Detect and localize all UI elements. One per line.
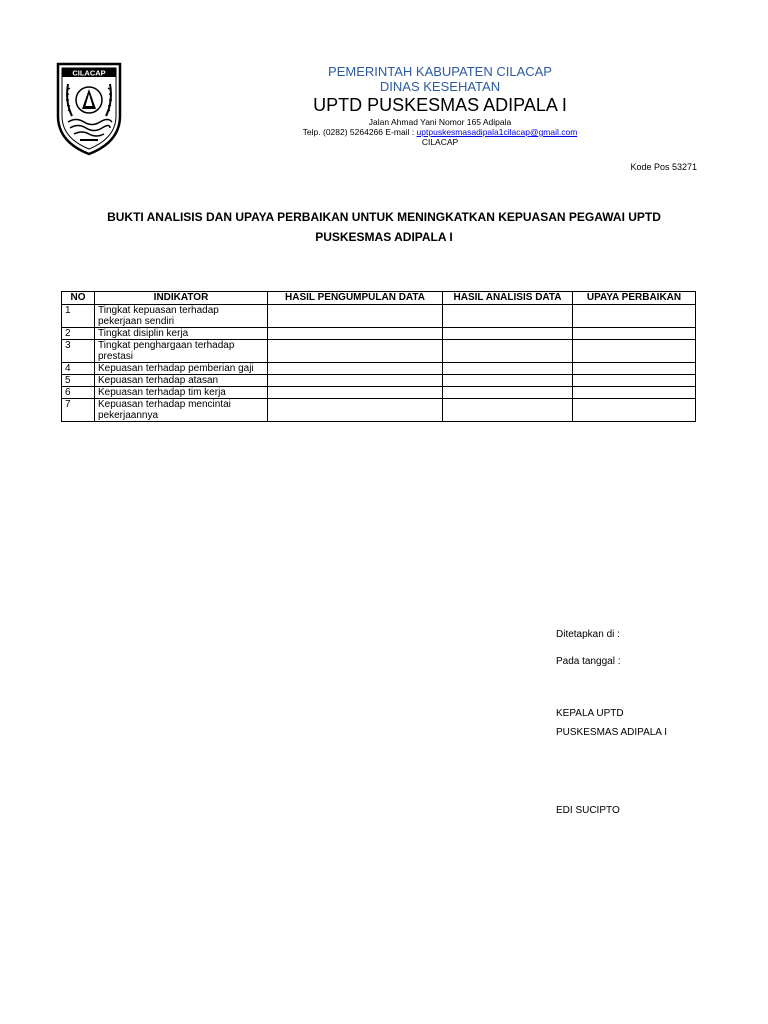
row-cell-empty [573, 399, 696, 422]
table-row [62, 399, 696, 422]
title-line-2: PUSKESMAS ADIPALA I [315, 230, 453, 244]
cilacap-emblem-logo [56, 62, 122, 156]
table-row [62, 363, 696, 375]
header-no: NO [62, 292, 95, 305]
row-indikator: Tingkat disiplin kerja [95, 328, 268, 340]
row-cell-empty [443, 340, 573, 363]
date-label: Pada tanggal : [556, 656, 621, 667]
row-indikator: Kepuasan terhadap mencintai pekerjaannya [95, 399, 268, 422]
institution-name: UPTD PUSKESMAS ADIPALA I [313, 95, 567, 115]
place-label: Ditetapkan di : [556, 629, 620, 640]
institution-city: CILACAP [421, 137, 459, 147]
row-cell-empty [573, 387, 696, 399]
phone-text: Telp. (0282) 5264266 E-mail : [302, 127, 417, 137]
table-row [62, 375, 696, 387]
header-upaya-perbaikan: UPAYA PERBAIKAN [573, 292, 696, 305]
government-name: PEMERINTAH KABUPATEN CILACAP [328, 64, 552, 79]
row-indikator: Tingkat kepuasan terhadap pekerjaan sendiri [95, 305, 268, 328]
position-line-1: KEPALA UPTD [556, 708, 624, 719]
row-cell-empty [573, 328, 696, 340]
table-row [62, 305, 696, 328]
row-indikator: Kepuasan terhadap atasan [95, 375, 268, 387]
signatory-name: EDI SUCIPTO [556, 805, 620, 816]
row-cell-empty [443, 305, 573, 328]
institution-address: Jalan Ahmad Yani Nomor 165 Adipala [368, 117, 512, 127]
row-cell-empty [443, 375, 573, 387]
table-header-row [62, 292, 696, 305]
row-cell-empty [268, 399, 443, 422]
department-name: DINAS KESEHATAN [379, 79, 501, 94]
row-no: 2 [62, 328, 95, 340]
row-no: 6 [62, 387, 95, 399]
row-cell-empty [573, 305, 696, 328]
table-row [62, 387, 696, 399]
document-title [60, 207, 708, 247]
row-cell-empty [268, 387, 443, 399]
row-cell-empty [268, 363, 443, 375]
row-cell-empty [443, 363, 573, 375]
row-cell-empty [573, 363, 696, 375]
row-cell-empty [573, 340, 696, 363]
table-row [62, 328, 696, 340]
row-no: 7 [62, 399, 95, 422]
row-no: 4 [62, 363, 95, 375]
row-indikator: Kepuasan terhadap pemberian gaji [95, 363, 268, 375]
header-indikator: INDIKATOR [95, 292, 268, 305]
row-no: 3 [62, 340, 95, 363]
row-no: 1 [62, 305, 95, 328]
email-link[interactable]: uptpuskesmasadipala1cilacap@gmail.com [416, 127, 578, 137]
contact-line [240, 127, 640, 137]
header-hasil-analisis: HASIL ANALISIS DATA [443, 292, 573, 305]
row-cell-empty [443, 328, 573, 340]
row-cell-empty [268, 305, 443, 328]
title-line-1: BUKTI ANALISIS DAN UPAYA PERBAIKAN UNTUK MENINGKATKAN KEPUASAN PEGAWAI UPTD [107, 210, 661, 224]
header-hasil-pengumpulan: HASIL PENGUMPULAN DATA [268, 292, 443, 305]
row-cell-empty [443, 399, 573, 422]
row-cell-empty [268, 328, 443, 340]
satisfaction-table [61, 291, 696, 422]
row-cell-empty [268, 340, 443, 363]
table-row [62, 340, 696, 363]
postal-code: Kode Pos 53271 [630, 162, 697, 172]
row-cell-empty [573, 375, 696, 387]
row-cell-empty [268, 375, 443, 387]
position-line-2: PUSKESMAS ADIPALA I [556, 727, 667, 738]
row-cell-empty [443, 387, 573, 399]
row-indikator: Tingkat penghargaan terhadap prestasi [95, 340, 268, 363]
row-indikator: Kepuasan terhadap tim kerja [95, 387, 268, 399]
row-no: 5 [62, 375, 95, 387]
logo-text: CILACAP [72, 68, 106, 78]
